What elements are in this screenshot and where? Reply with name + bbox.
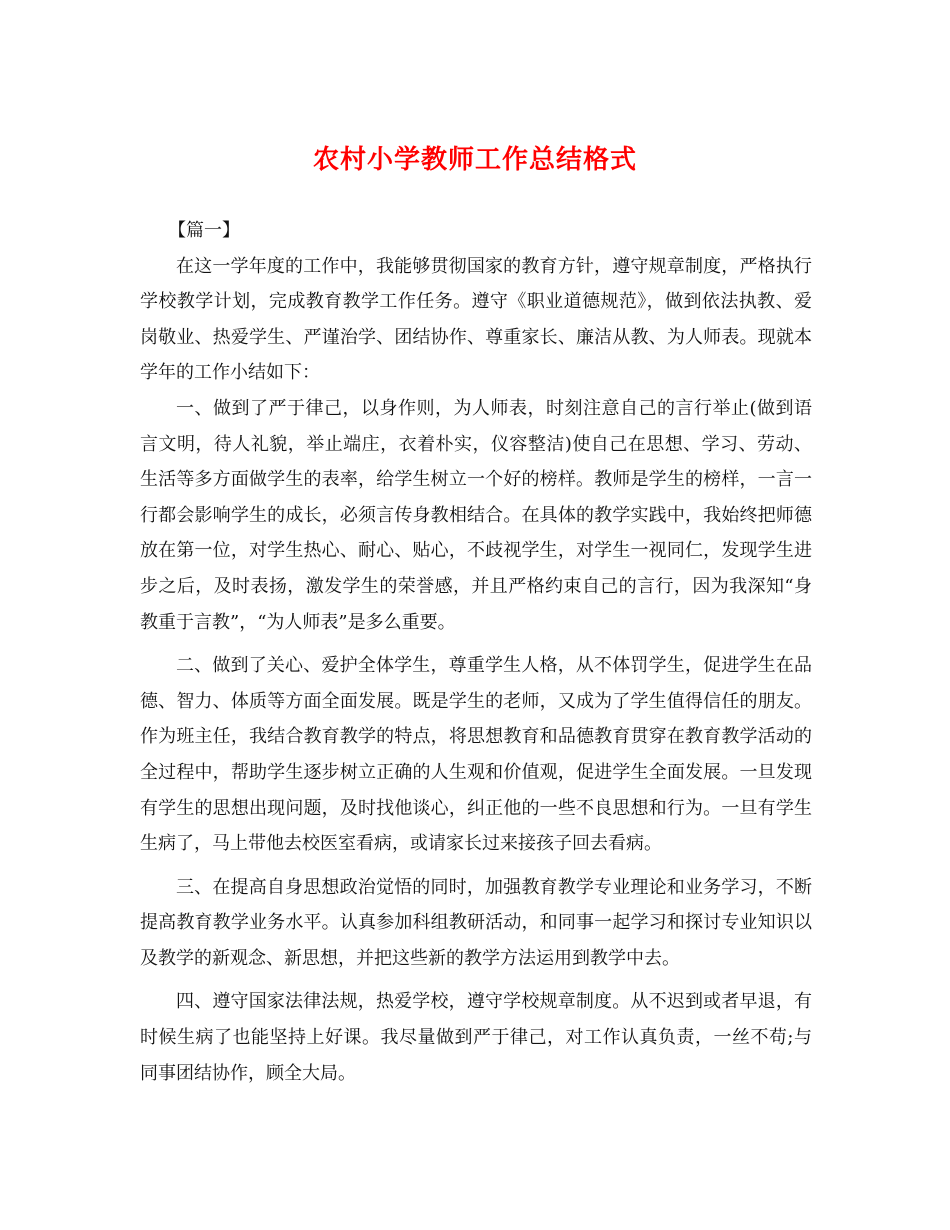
- paragraph-point-2: 二、做到了关心、爱护全体学生，尊重学生人格，从不体罚学生，促进学生在品德、智力、体质等方面全面发展。既是学生的老师，又成为了学生值得信任的朋友。作为班主任，我结合教育教学的特点，将思想教育和品德教育贯穿在教育教学活动的全过程中，帮助学生逐步树立正确的人生观和价值观，促进学生全面发展。一旦发现有学生的思想出现问题，及时找他谈心，纠正他的一些不良思想和行为。一旦有学生生病了，马上带他去校医室看病，或请家长过来接孩子回去看病。: [140, 655, 812, 855]
- paragraph-point-3: 三、在提高自身思想政治觉悟的同时，加强教育教学专业理论和业务学习，不断提高教育教学业务水平。认真参加科组教研活动，和同事一起学习和探讨专业知识以及教学的新观念、新思想，并把这些新的教学方法运用到教学中去。: [140, 876, 812, 969]
- document-body: [140, 213, 812, 1091]
- paragraph-intro: 在这一学年度的工作中，我能够贯彻国家的教育方针，遵守规章制度，严格执行学校教学计划，完成教育教学工作任务。遵守《职业道德规范》，做到依法执教、爱岗敬业、热爱学生、严谨治学、团结协作、尊重家长、廉洁从教、为人师表。现就本学年的工作小结如下：: [140, 255, 812, 384]
- paragraph-point-1: 一、做到了严于律己，以身作则，为人师表，时刻注意自己的言行举止(做到语言文明，待人礼貌，举止端庄，衣着朴实，仪容整洁)使自己在思想、学习、劳动、生活等多方面做学生的表率，给学生树立一个好的榜样。教师是学生的榜样，一言一行都会影响学生的成长，必须言传身教相结合。在具体的教学实践中，我始终把师德放在第一位，对学生热心、耐心、贴心，不歧视学生，对学生一视同仁，发现学生进步之后，及时表扬，激发学生的荣誉感，并且严格约束自己的言行，因为我深知“身教重于言教”，“为人师表”是多么重要。: [140, 397, 812, 633]
- section-label: 【篇一】: [168, 220, 240, 241]
- paragraph-point-4: 四、遵守国家法律法规，热爱学校，遵守学校规章制度。从不迟到或者早退，有时候生病了也能坚持上好课。我尽量做到严于律己，对工作认真负责，一丝不苟;与同事团结协作，顾全大局。: [140, 991, 812, 1084]
- document-title: 农村小学教师工作总结格式: [312, 145, 637, 175]
